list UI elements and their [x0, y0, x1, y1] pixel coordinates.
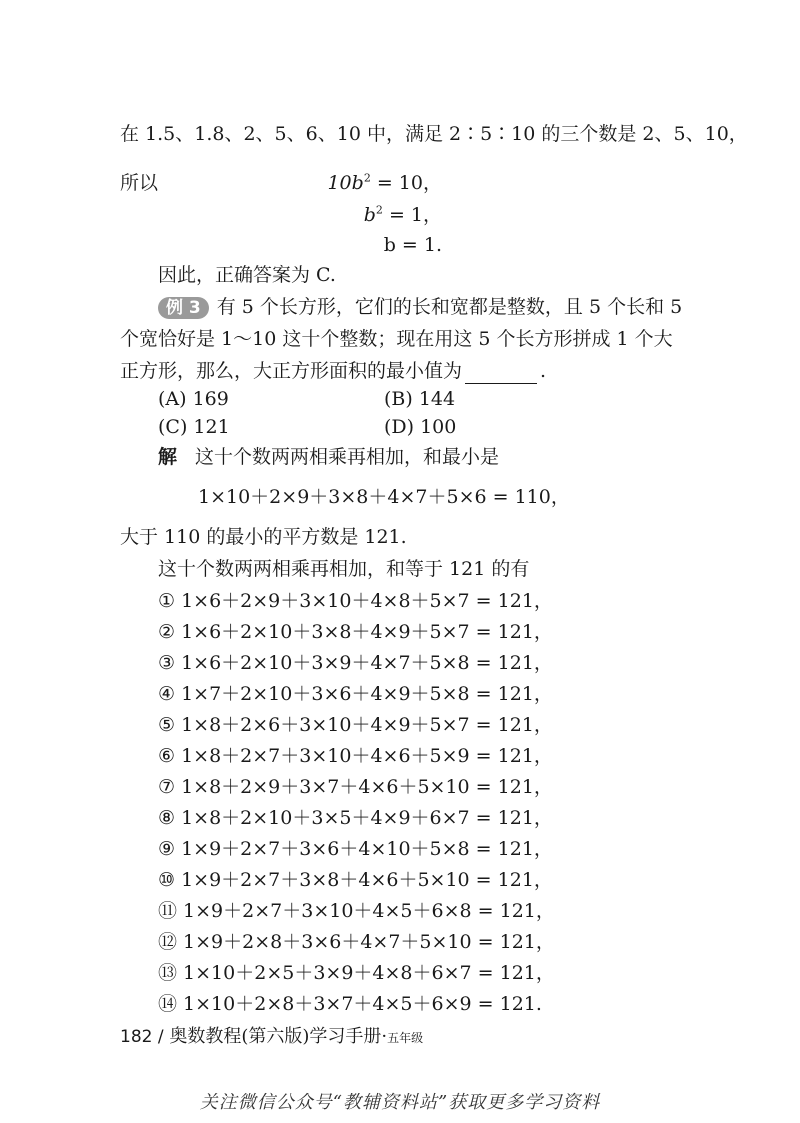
page-number: 182 /	[120, 1027, 164, 1047]
list-item: ⑪ 1×9＋2×7＋3×10＋4×5＋6×8 = 121，	[158, 900, 555, 922]
example-text-3-end: .	[540, 360, 547, 382]
solution-label: 解	[158, 446, 178, 468]
answer-blank	[465, 365, 537, 384]
solution-line-2: 大于 110 的最小的平方数是 121.	[120, 526, 407, 548]
option-a: (A) 169	[158, 388, 229, 410]
example-badge: 例 3	[158, 297, 209, 319]
example-line-2: 个宽恰好是 1～10 这十个整数；现在用这 5 个长方形拼成 1 个大	[120, 328, 673, 350]
equation-2	[160, 202, 442, 228]
grade-label: 五年级	[387, 1031, 424, 1045]
list-item: ② 1×6＋2×10＋3×8＋4×9＋5×7 = 121，	[158, 621, 553, 643]
example-text-3: 正方形，那么，大正方形面积的最小值为	[120, 360, 463, 382]
option-c: (C) 121	[158, 416, 230, 438]
list-item: ③ 1×6＋2×10＋3×9＋4×7＋5×8 = 121，	[158, 652, 553, 674]
list-item: ⑫ 1×9＋2×8＋3×6＋4×7＋5×10 = 121，	[158, 931, 555, 953]
list-item: ⑬ 1×10＋2×5＋3×9＋4×8＋6×7 = 121，	[158, 962, 555, 984]
watermark-text: 关注微信公众号“教辅资料站”获取更多学习资料	[199, 1092, 601, 1113]
equation-1	[160, 170, 442, 196]
eq1-post: = 10，	[370, 172, 442, 194]
example-line-1	[158, 294, 682, 320]
solution-line-1	[158, 444, 499, 470]
list-item: ⑥ 1×8＋2×7＋3×10＋4×6＋5×9 = 121，	[158, 745, 553, 767]
book-title: 奥数教程(第六版)学习手册·	[169, 1026, 388, 1047]
list-item: ⑤ 1×8＋2×6＋3×10＋4×9＋5×7 = 121，	[158, 714, 553, 736]
eq1-pre: 10b	[327, 172, 364, 194]
option-d: (D) 100	[384, 416, 457, 438]
list-item: ⑦ 1×8＋2×9＋3×7＋4×6＋5×10 = 121，	[158, 776, 553, 798]
solution-formula: 1×10＋2×9＋3×8＋4×7＋5×6 = 110，	[198, 486, 570, 508]
eq2-sup: 2	[375, 203, 383, 217]
suoyi-label: 所以	[120, 172, 159, 194]
list-item: ⑨ 1×9＋2×7＋3×6＋4×10＋5×8 = 121，	[158, 838, 553, 860]
eq2-pre: b	[363, 204, 376, 226]
example-line-3	[120, 358, 546, 384]
page-footer	[120, 1022, 423, 1048]
solution-line-3: 这十个数两两相乘再相加，和等于 121 的有	[158, 558, 530, 580]
list-item: ① 1×6＋2×9＋3×10＋4×8＋5×7 = 121，	[158, 590, 553, 612]
list-item: ⑭ 1×10＋2×8＋3×7＋4×5＋6×9 = 121.	[158, 993, 542, 1015]
eq1-sup: 2	[363, 171, 371, 185]
option-b: (B) 144	[384, 388, 456, 410]
equation-3: b = 1.	[383, 234, 442, 256]
solution-text-1: 这十个数两两相乘再相加，和最小是	[195, 446, 500, 468]
list-item: ⑩ 1×9＋2×7＋3×8＋4×6＋5×10 = 121，	[158, 869, 553, 891]
list-item: ⑧ 1×8＋2×10＋3×5＋4×9＋6×7 = 121，	[158, 807, 553, 829]
list-item: ④ 1×7＋2×10＋3×6＋4×9＋5×8 = 121，	[158, 683, 553, 705]
example-text-1: 有 5 个长方形，它们的长和宽都是整数，且 5 个长和 5	[216, 296, 683, 318]
conclusion: 因此，正确答案为 C.	[158, 264, 336, 286]
intro-line: 在 1.5、1.8、2、5、6、10 中，满足 2∶5∶10 的三个数是 2、5、10，	[120, 123, 748, 145]
eq2-post: = 1，	[382, 204, 442, 226]
